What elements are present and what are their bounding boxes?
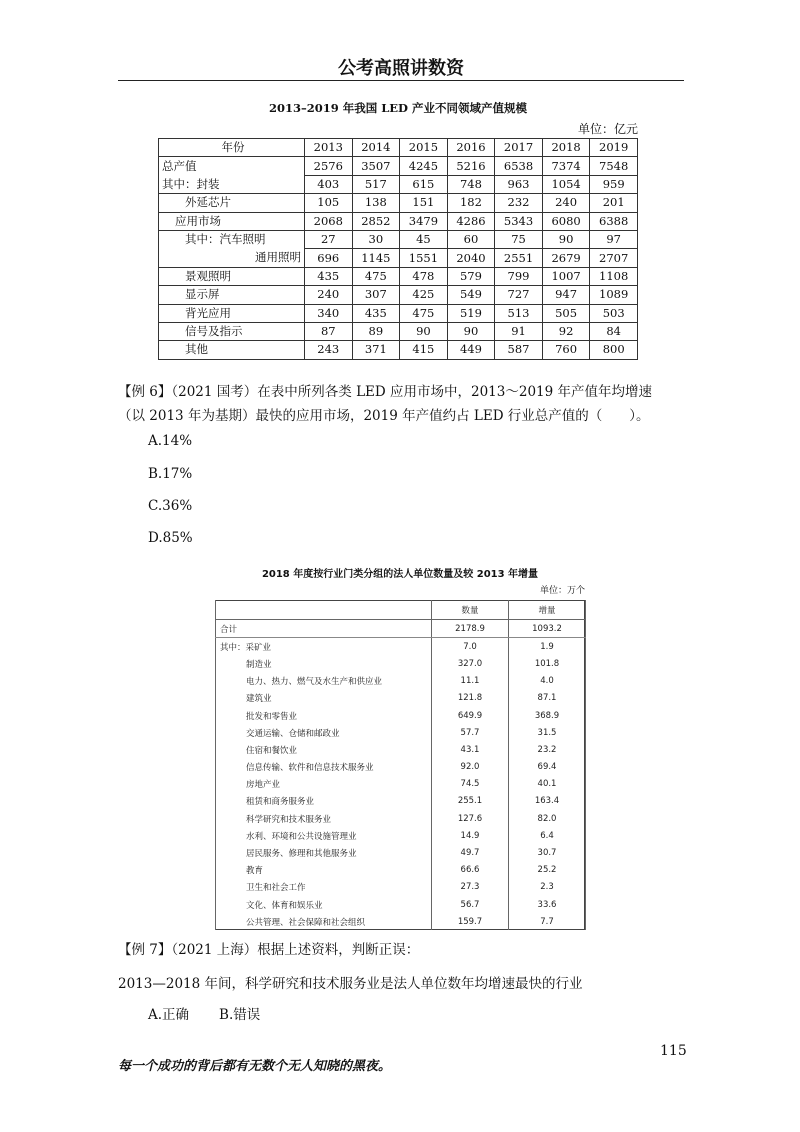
table2-row-label: 交通运输、仓储和邮政业 <box>216 724 432 741</box>
table2-increase-cell: 1093.2 <box>509 620 586 638</box>
table1-cell: 1551 <box>400 249 448 267</box>
table1-cell: 97 <box>590 230 638 248</box>
q7-option-b: B.错误 <box>219 1007 261 1023</box>
table1-cell: 4286 <box>447 212 495 230</box>
table2-row-label: 居民服务、修理和其他服务业 <box>216 844 432 861</box>
table1-cell: 2679 <box>542 249 590 267</box>
table1-cell: 3479 <box>400 212 448 230</box>
table1-year-header: 2016 <box>447 139 495 157</box>
table2-increase-cell: 40.1 <box>509 776 586 793</box>
table1-row <box>159 157 638 175</box>
table1-cell: 415 <box>400 341 448 359</box>
q6-option-b: B.17% <box>148 466 193 482</box>
table2-count-cell: 2178.9 <box>432 620 509 638</box>
table2-row-label: 租赁和商务服务业 <box>216 793 432 810</box>
table1-cell: 5343 <box>495 212 543 230</box>
table2-title: 2018 年度按行业门类分组的法人单位数量及较 2013 年增量 <box>261 569 539 580</box>
table1-row-label: 应用市场 <box>159 212 305 230</box>
table1-cell: 307 <box>352 286 400 304</box>
table2-increase-cell: 87.1 <box>509 690 586 707</box>
table1-cell: 403 <box>305 175 353 193</box>
table2-row <box>216 690 586 707</box>
table2-increase-cell: 2.3 <box>509 879 586 896</box>
table2-row <box>216 741 586 758</box>
table1-cell: 151 <box>400 194 448 212</box>
table1-cell: 90 <box>542 230 590 248</box>
table1-cell: 435 <box>305 267 353 285</box>
table1-cell: 6538 <box>495 157 543 175</box>
table1-row-label: 景观照明 <box>159 267 305 285</box>
table1-cell: 90 <box>400 322 448 340</box>
table2-row-label: 其中：采矿业 <box>216 638 432 656</box>
question-6 <box>118 380 688 428</box>
table1-cell: 727 <box>495 286 543 304</box>
led-output-table <box>158 138 638 360</box>
table1-cell: 5216 <box>447 157 495 175</box>
table1-row-label: 其他 <box>159 341 305 359</box>
table1-year-header: 2017 <box>495 139 543 157</box>
table2-count-cell: 127.6 <box>432 810 509 827</box>
table1-row-label: 背光应用 <box>159 304 305 322</box>
table1-cell: 84 <box>590 322 638 340</box>
table1-cell: 182 <box>447 194 495 212</box>
table1-unit: 单位：亿元 <box>577 122 638 136</box>
page-number: 115 <box>660 1043 687 1059</box>
table1-cell: 2576 <box>305 157 353 175</box>
table2-row <box>216 810 586 827</box>
table1-cell: 2852 <box>352 212 400 230</box>
table2-row-label: 教育 <box>216 862 432 879</box>
table2-count-cell: 74.5 <box>432 776 509 793</box>
table2-count-cell: 327.0 <box>432 655 509 672</box>
table1-cell: 3507 <box>352 157 400 175</box>
table1-cell: 45 <box>400 230 448 248</box>
table1-cell: 105 <box>305 194 353 212</box>
table1-cell: 959 <box>590 175 638 193</box>
table1-row <box>159 286 638 304</box>
table2-count-cell: 43.1 <box>432 741 509 758</box>
table2-count-cell: 57.7 <box>432 724 509 741</box>
table1-cell: 800 <box>590 341 638 359</box>
table2-row-label: 科学研究和技术服务业 <box>216 810 432 827</box>
table2-count-cell: 49.7 <box>432 844 509 861</box>
table1-cell: 1089 <box>590 286 638 304</box>
table2-row <box>216 776 586 793</box>
table2-row <box>216 724 586 741</box>
table1-year-header: 2018 <box>542 139 590 157</box>
table2-count-cell: 649.9 <box>432 707 509 724</box>
table1-cell: 2707 <box>590 249 638 267</box>
table1-cell: 240 <box>305 286 353 304</box>
table2-count-cell: 255.1 <box>432 793 509 810</box>
table1-cell: 6080 <box>542 212 590 230</box>
table1-cell: 2551 <box>495 249 543 267</box>
table2-row-label: 水利、环境和公共设施管理业 <box>216 827 432 844</box>
table2-row <box>216 844 586 861</box>
table1-cell: 30 <box>352 230 400 248</box>
table1-row-label: 信号及指示 <box>159 322 305 340</box>
table2-row <box>216 620 586 638</box>
table1-cell: 1108 <box>590 267 638 285</box>
page-header-title: 公考高照讲数资 <box>338 58 464 79</box>
table1-cell: 2040 <box>447 249 495 267</box>
table2-row-label: 合计 <box>216 620 432 638</box>
table1-row <box>159 341 638 359</box>
table1-row-label: 其中：汽车照明 <box>159 230 305 248</box>
table1-cell: 425 <box>400 286 448 304</box>
table1-cell: 549 <box>447 286 495 304</box>
table2-row-label: 制造业 <box>216 655 432 672</box>
table2-header-row <box>216 600 586 620</box>
table1-cell: 435 <box>352 304 400 322</box>
table2-increase-cell: 82.0 <box>509 810 586 827</box>
table1-row <box>159 230 638 248</box>
q7-option-a: A.正确 <box>148 1007 190 1023</box>
q6-option-c: C.36% <box>148 498 193 514</box>
table2-increase-cell: 23.2 <box>509 741 586 758</box>
question-6-line1: 【例 6】（2021 国考）在表中所列各类 LED 应用市场中，2013～2019 年产值年均增速 <box>118 384 653 400</box>
table1-cell: 579 <box>447 267 495 285</box>
table1-cell: 760 <box>542 341 590 359</box>
table1-cell: 799 <box>495 267 543 285</box>
table1-row-label: 通用照明 <box>159 249 305 267</box>
table2-increase-cell: 163.4 <box>509 793 586 810</box>
table1-cell: 505 <box>542 304 590 322</box>
table1-cell: 963 <box>495 175 543 193</box>
table1-row <box>159 175 638 193</box>
table1-cell: 2068 <box>305 212 353 230</box>
table2-col-count: 数量 <box>432 600 509 620</box>
table2-count-cell: 7.0 <box>432 638 509 656</box>
table2-row <box>216 707 586 724</box>
table1-cell: 449 <box>447 341 495 359</box>
table2-row <box>216 827 586 844</box>
table1-cell: 696 <box>305 249 353 267</box>
q7-options <box>148 1003 718 1027</box>
table1-cell: 89 <box>352 322 400 340</box>
table1-cell: 92 <box>542 322 590 340</box>
table1-year-header: 2014 <box>352 139 400 157</box>
table1-cell: 243 <box>305 341 353 359</box>
table1-cell: 87 <box>305 322 353 340</box>
table1-year-header: 2013 <box>305 139 353 157</box>
table2-increase-cell: 6.4 <box>509 827 586 844</box>
table2-row-label: 建筑业 <box>216 690 432 707</box>
table1-row-label: 总产值 <box>159 157 305 175</box>
table1-cell: 513 <box>495 304 543 322</box>
table2-row <box>216 759 586 776</box>
table2-row <box>216 673 586 690</box>
table1-cell: 27 <box>305 230 353 248</box>
table1-row <box>159 322 638 340</box>
table1-row <box>159 267 638 285</box>
table2-increase-cell: 4.0 <box>509 673 586 690</box>
table1-header-row <box>159 139 638 157</box>
table1-cell: 60 <box>447 230 495 248</box>
question-7-line2: 2013—2018 年间，科学研究和技术服务业是法人单位数年均增速最快的行业 <box>118 976 583 992</box>
table1-cell: 615 <box>400 175 448 193</box>
table1-cell: 478 <box>400 267 448 285</box>
table1-row <box>159 304 638 322</box>
table1-row-label: 其中：封装 <box>159 175 305 193</box>
table2-row-label: 文化、体育和娱乐业 <box>216 896 432 913</box>
table1-cell: 138 <box>352 194 400 212</box>
table2-unit: 单位：万个 <box>539 586 585 596</box>
table1-cell: 7374 <box>542 157 590 175</box>
header-rule <box>118 80 684 81</box>
table1-cell: 4245 <box>400 157 448 175</box>
table1-row <box>159 212 638 230</box>
table1-cell: 587 <box>495 341 543 359</box>
q6-option-a: A.14% <box>148 433 193 449</box>
table2-count-cell: 121.8 <box>432 690 509 707</box>
table1-cell: 340 <box>305 304 353 322</box>
table2-row <box>216 862 586 879</box>
table2-row-label: 住宿和餐饮业 <box>216 741 432 758</box>
table1-row <box>159 194 638 212</box>
table2-col-increase: 增量 <box>509 600 586 620</box>
table2-count-cell: 27.3 <box>432 879 509 896</box>
table1-cell: 232 <box>495 194 543 212</box>
q6-option-d: D.85% <box>148 530 193 546</box>
table1-header-label: 年份 <box>159 139 305 157</box>
table2-increase-cell: 33.6 <box>509 896 586 913</box>
table2-count-cell: 66.6 <box>432 862 509 879</box>
table2-row-label: 电力、热力、燃气及水生产和供应业 <box>216 673 432 690</box>
table1-row-label: 显示屏 <box>159 286 305 304</box>
table2-count-cell: 92.0 <box>432 759 509 776</box>
table2-increase-cell: 7.7 <box>509 913 586 930</box>
table2-increase-cell: 101.8 <box>509 655 586 672</box>
table2-row <box>216 913 586 930</box>
table1-cell: 947 <box>542 286 590 304</box>
table2-row <box>216 879 586 896</box>
table2-header-blank <box>216 600 432 620</box>
table1-cell: 475 <box>400 304 448 322</box>
table1-cell: 91 <box>495 322 543 340</box>
table1-cell: 1054 <box>542 175 590 193</box>
table2-row-label: 卫生和社会工作 <box>216 879 432 896</box>
table1-cell: 503 <box>590 304 638 322</box>
table1-cell: 7548 <box>590 157 638 175</box>
table2-count-cell: 159.7 <box>432 913 509 930</box>
table1-cell: 517 <box>352 175 400 193</box>
table2-row-label: 房地产业 <box>216 776 432 793</box>
table2-increase-cell: 30.7 <box>509 844 586 861</box>
table2-row <box>216 793 586 810</box>
table1-cell: 90 <box>447 322 495 340</box>
table1-cell: 201 <box>590 194 638 212</box>
table1-row-label: 外延芯片 <box>159 194 305 212</box>
table2-row-label: 公共管理、社会保障和社会组织 <box>216 913 432 930</box>
table1-cell: 748 <box>447 175 495 193</box>
table2-count-cell: 11.1 <box>432 673 509 690</box>
table2-increase-cell: 368.9 <box>509 707 586 724</box>
table1-cell: 1007 <box>542 267 590 285</box>
table2-row <box>216 655 586 672</box>
legal-entity-table <box>215 600 586 930</box>
table1-cell: 6388 <box>590 212 638 230</box>
table2-row-label: 批发和零售业 <box>216 707 432 724</box>
table2-increase-cell: 31.5 <box>509 724 586 741</box>
table1-cell: 75 <box>495 230 543 248</box>
table2-increase-cell: 69.4 <box>509 759 586 776</box>
table2-row-label: 信息传输、软件和信息技术服务业 <box>216 759 432 776</box>
question-7-line1: 【例 7】（2021 上海）根据上述资料，判断正误： <box>118 942 420 958</box>
table1-cell: 240 <box>542 194 590 212</box>
table1-cell: 1145 <box>352 249 400 267</box>
table1-cell: 371 <box>352 341 400 359</box>
table2-count-cell: 56.7 <box>432 896 509 913</box>
table1-year-header: 2019 <box>590 139 638 157</box>
table1-year-header: 2015 <box>400 139 448 157</box>
footer-quote: 每一个成功的背后都有无数个无人知晓的黑夜。 <box>118 1059 392 1074</box>
table2-increase-cell: 25.2 <box>509 862 586 879</box>
table2-increase-cell: 1.9 <box>509 638 586 656</box>
table1-cell: 475 <box>352 267 400 285</box>
question-6-line2: （以 2013 年为基期）最快的应用市场，2019 年产值约占 LED 行业总产值的（ ）。 <box>118 408 650 424</box>
table1-cell: 519 <box>447 304 495 322</box>
table1-title: 2013–2019 年我国 LED 产业不同领域产值规模 <box>268 101 528 115</box>
table2-row <box>216 896 586 913</box>
table2-row <box>216 638 586 656</box>
table1-row <box>159 249 638 267</box>
table2-count-cell: 14.9 <box>432 827 509 844</box>
